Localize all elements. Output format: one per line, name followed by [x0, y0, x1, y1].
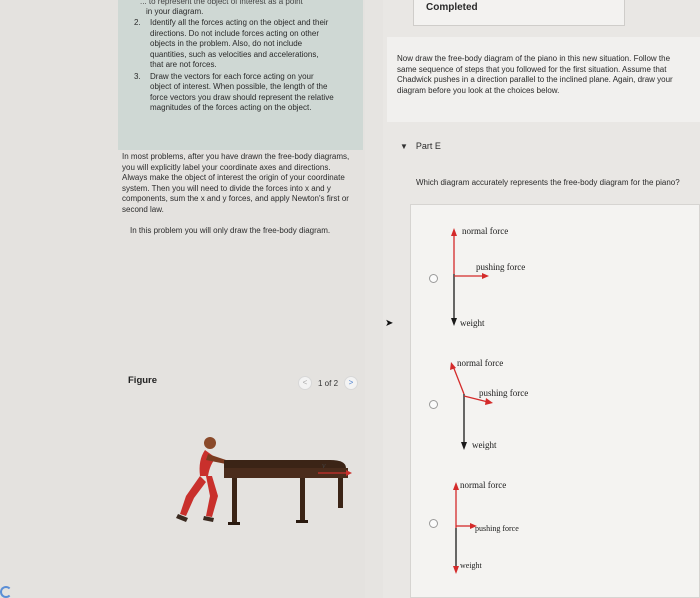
- choice-1-diagram: [440, 224, 530, 334]
- person-figure: [176, 437, 226, 522]
- choice-2-normal-label: normal force: [457, 358, 504, 368]
- hint-item-text: Identify all the forces acting on the object and their directions. Do not include forces acting on other objects in the problem. Also, do not include quantities, such as velocities and accelerations, that are not forces.: [150, 18, 329, 69]
- hint-list: [134, 18, 334, 115]
- choice-1-weight-label: weight: [460, 318, 485, 328]
- velocity-arrowhead: [346, 470, 352, 476]
- choice-3-push-label: pushing force: [475, 524, 519, 533]
- choice-1-radio[interactable]: [429, 274, 438, 283]
- choice-1-normal-label: normal force: [462, 226, 509, 236]
- choice-3-normal-label: normal force: [460, 480, 507, 490]
- velocity-label: v: [322, 461, 326, 470]
- hint-cut-line: ... to represent the object of interest as a point: [140, 0, 303, 6]
- intro-paragraph-2: In this problem you will only draw the free-body diagram.: [130, 226, 331, 235]
- piano-pushing-figure: [150, 430, 360, 530]
- choice-3-radio[interactable]: [429, 519, 438, 528]
- question-text: Now draw the free-body diagram of the piano in this new situation. Follow the same sequence of steps that you followed for the first situation. Assume that Chadwick pushes in a direction parallel to the inclined plane. Again, draw your diagram before you look at the choices below.: [397, 54, 673, 95]
- choice-2-push-label: pushing force: [479, 388, 529, 398]
- prev-figure-button[interactable]: <: [298, 376, 312, 390]
- next-figure-button[interactable]: >: [344, 376, 358, 390]
- part-e-header[interactable]: [400, 141, 441, 151]
- figure-label: Figure: [128, 375, 158, 386]
- completed-status: Completed: [413, 0, 625, 26]
- hint-item-number: 3.: [134, 71, 141, 81]
- choice-2-radio[interactable]: [429, 400, 438, 409]
- mouse-cursor-icon: ➤: [385, 318, 394, 329]
- part-label: Part E: [415, 141, 441, 151]
- hint-item-number: 2.: [134, 18, 141, 27]
- choice-3-weight-label: weight: [460, 561, 482, 570]
- part-e-question: Which diagram accurately represents the free-body diagram for the piano?: [416, 178, 680, 187]
- piano-figure: [224, 460, 348, 525]
- choice-2-weight-label: weight: [472, 440, 497, 450]
- intro-paragraph: In most problems, after you have drawn the free-body diagrams, you will explicitly label your coordinate axes and directions. Always make the object of interest the origin of your coordinate system. Then you will need to divide the forces into x and y components, sum the x and y forces, and apply Newton's first or second law.: [122, 152, 350, 214]
- collapse-caret-icon[interactable]: ▼: [400, 141, 408, 151]
- figure-page-count: 1 of 2: [318, 378, 339, 388]
- hint-item-text: Draw the vectors for each force acting on your object of interest. When possible, the length of the force vectors you draw should represent the relative magnitudes of the forces acting on the object.: [150, 71, 334, 112]
- hint-line: in your diagram.: [146, 7, 204, 16]
- hint-item: [134, 18, 334, 71]
- loading-spinner-icon: [0, 586, 12, 598]
- hint-item: [134, 72, 334, 114]
- figure-pager: [298, 376, 358, 390]
- choice-1-push-label: pushing force: [476, 262, 526, 272]
